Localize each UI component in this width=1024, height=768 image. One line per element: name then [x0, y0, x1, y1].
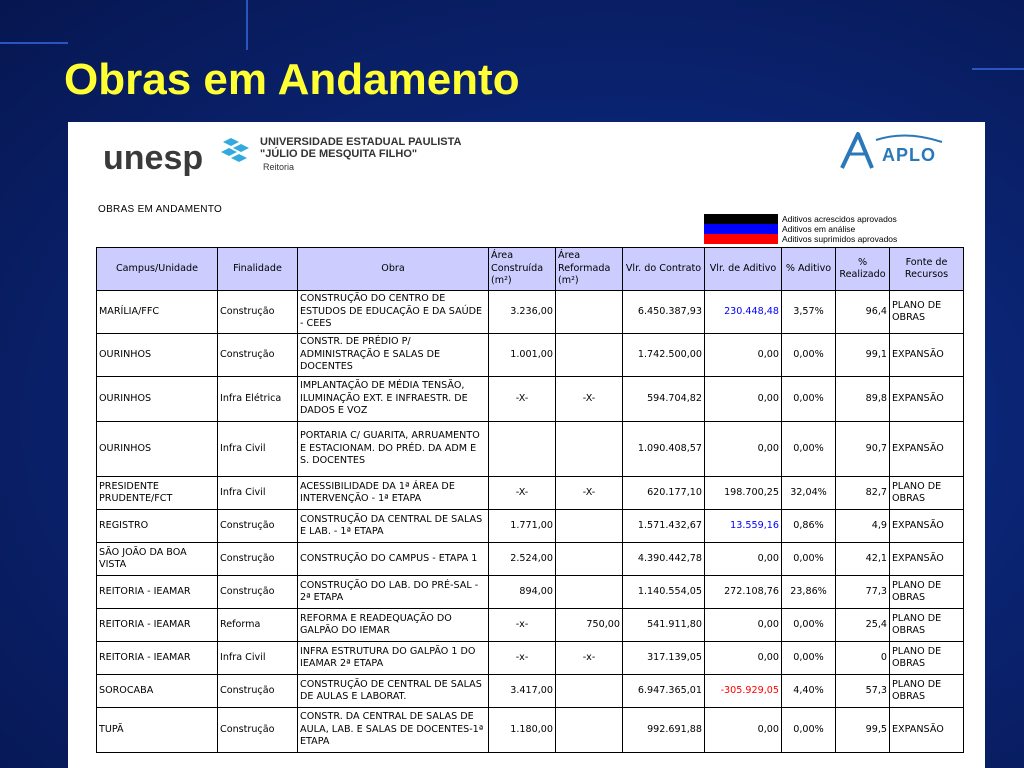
fonte-recursos-cell: PLANO DE OBRAS — [890, 477, 964, 510]
finalidade-cell: Construção — [218, 334, 298, 377]
valor-aditivo-cell: 0,00 — [705, 708, 782, 753]
percent-realizado-cell: 99,5 — [836, 708, 890, 753]
valor-contrato-cell: 1.571.432,67 — [623, 510, 705, 543]
percent-realizado-cell: 0 — [836, 642, 890, 675]
obra-cell: CONSTRUÇÃO DE CENTRAL DE SALAS DE AULAS E LABORAT. — [298, 675, 489, 708]
area-construida-cell: 894,00 — [489, 576, 556, 609]
area-reformada-cell: -x- — [556, 642, 623, 675]
obra-cell: PORTARIA C/ GUARITA, ARRUAMENTO E ESTACIONAM. DO PRÉD. DA ADM E S. DOCENTES — [298, 422, 489, 477]
area-construida-cell: 2.524,00 — [489, 543, 556, 576]
valor-contrato-cell: 594.704,82 — [623, 377, 705, 422]
percent-realizado-cell: 77,3 — [836, 576, 890, 609]
area-reformada-cell — [556, 291, 623, 334]
sheet-heading: OBRAS EM ANDAMENTO — [98, 204, 223, 215]
fonte-recursos-cell: EXPANSÃO — [890, 422, 964, 477]
percent-aditivo-cell: 0,00% — [782, 334, 836, 377]
area-construida-cell: -X- — [489, 477, 556, 510]
percent-aditivo-cell: 0,00% — [782, 543, 836, 576]
valor-contrato-cell: 1.090.408,57 — [623, 422, 705, 477]
campus-cell: MARÍLIA/FFC — [97, 291, 218, 334]
area-construida-cell: 3.417,00 — [489, 675, 556, 708]
fonte-recursos-cell: PLANO DE OBRAS — [890, 609, 964, 642]
valor-contrato-cell: 4.390.442,78 — [623, 543, 705, 576]
campus-cell: PRESIDENTE PRUDENTE/FCT — [97, 477, 218, 510]
legend-item — [704, 224, 897, 234]
fonte-recursos-cell: EXPANSÃO — [890, 377, 964, 422]
finalidade-cell: Infra Civil — [218, 422, 298, 477]
report-sheet — [68, 122, 985, 768]
obras-table — [96, 247, 964, 753]
obra-cell: IMPLANTAÇÃO DE MÉDIA TENSÃO, ILUMINAÇÃO EXT. E INFRAESTR. DE DADOS E VOZ — [298, 377, 489, 422]
area-reformada-cell — [556, 422, 623, 477]
campus-cell: OURINHOS — [97, 377, 218, 422]
column-header: Obra — [298, 248, 489, 291]
finalidade-cell: Construção — [218, 543, 298, 576]
campus-cell: SÃO JOÃO DA BOA VISTA — [97, 543, 218, 576]
percent-realizado-cell: 25,4 — [836, 609, 890, 642]
table-row — [97, 609, 964, 642]
table-row — [97, 377, 964, 422]
legend-swatch — [704, 234, 778, 244]
column-header: Vlr. do Contrato — [623, 248, 705, 291]
finalidade-cell: Construção — [218, 675, 298, 708]
fonte-recursos-cell: EXPANSÃO — [890, 510, 964, 543]
valor-aditivo-cell: 0,00 — [705, 422, 782, 477]
table-row — [97, 543, 964, 576]
valor-aditivo-cell: 0,00 — [705, 543, 782, 576]
area-reformada-cell: 750,00 — [556, 609, 623, 642]
university-name — [260, 136, 461, 160]
campus-cell: REITORIA - IEAMAR — [97, 609, 218, 642]
campus-cell: OURINHOS — [97, 422, 218, 477]
percent-aditivo-cell: 23,86% — [782, 576, 836, 609]
finalidade-cell: Construção — [218, 510, 298, 543]
campus-cell: OURINHOS — [97, 334, 218, 377]
campus-cell: REITORIA - IEAMAR — [97, 576, 218, 609]
unesp-logo — [101, 136, 251, 176]
area-construida-cell: -x- — [489, 642, 556, 675]
percent-realizado-cell: 4,9 — [836, 510, 890, 543]
percent-aditivo-cell: 32,04% — [782, 477, 836, 510]
obra-cell: CONSTRUÇÃO DO LAB. DO PRÉ-SAL - 2ª ETAPA — [298, 576, 489, 609]
percent-aditivo-cell: 0,00% — [782, 609, 836, 642]
area-construida-cell: 1.001,00 — [489, 334, 556, 377]
percent-aditivo-cell: 0,00% — [782, 377, 836, 422]
valor-contrato-cell: 620.177,10 — [623, 477, 705, 510]
area-construida-cell: -X- — [489, 377, 556, 422]
campus-cell: REITORIA - IEAMAR — [97, 642, 218, 675]
obra-cell: CONSTRUÇÃO DO CAMPUS - ETAPA 1 — [298, 543, 489, 576]
valor-contrato-cell: 1.140.554,05 — [623, 576, 705, 609]
finalidade-cell: Construção — [218, 291, 298, 334]
finalidade-cell: Construção — [218, 576, 298, 609]
valor-contrato-cell: 6.450.387,93 — [623, 291, 705, 334]
table-row — [97, 708, 964, 753]
column-header: % Realizado — [836, 248, 890, 291]
percent-realizado-cell: 99,1 — [836, 334, 890, 377]
area-reformada-cell: -X- — [556, 377, 623, 422]
finalidade-cell: Infra Civil — [218, 642, 298, 675]
campus-cell: REGISTRO — [97, 510, 218, 543]
column-header: Área Construída (m²) — [489, 248, 556, 291]
valor-aditivo-cell: 272.108,76 — [705, 576, 782, 609]
area-reformada-cell — [556, 576, 623, 609]
valor-contrato-cell: 6.947.365,01 — [623, 675, 705, 708]
area-construida-cell — [489, 422, 556, 477]
percent-aditivo-cell: 0,00% — [782, 642, 836, 675]
decor-line — [246, 0, 248, 50]
column-header: % Aditivo — [782, 248, 836, 291]
obra-cell: CONSTR. DA CENTRAL DE SALAS DE AULA, LAB. E SALAS DE DOCENTES-1ª ETAPA — [298, 708, 489, 753]
decor-line — [0, 42, 68, 44]
area-reformada-cell: -X- — [556, 477, 623, 510]
legend-label: Aditivos acrescidos aprovados — [782, 214, 897, 224]
obra-cell: CONSTRUÇÃO DA CENTRAL DE SALAS E LAB. - 1ª ETAPA — [298, 510, 489, 543]
table-row — [97, 477, 964, 510]
area-reformada-cell — [556, 334, 623, 377]
percent-realizado-cell: 42,1 — [836, 543, 890, 576]
table-row — [97, 675, 964, 708]
legend-label: Aditivos em análise — [782, 224, 856, 234]
valor-contrato-cell: 541.911,80 — [623, 609, 705, 642]
area-construida-cell: 1.771,00 — [489, 510, 556, 543]
area-reformada-cell — [556, 675, 623, 708]
percent-realizado-cell: 82,7 — [836, 477, 890, 510]
obra-cell: ACESSIBILIDADE DA 1ª ÁREA DE INTERVENÇÃO - 1ª ETAPA — [298, 477, 489, 510]
valor-aditivo-cell: 230.448,48 — [705, 291, 782, 334]
valor-contrato-cell: 992.691,88 — [623, 708, 705, 753]
fonte-recursos-cell: PLANO DE OBRAS — [890, 291, 964, 334]
table-body — [97, 291, 964, 753]
decor-line — [972, 68, 1024, 70]
legend-item — [704, 234, 897, 244]
finalidade-cell: Infra Elétrica — [218, 377, 298, 422]
color-legend — [704, 214, 897, 244]
column-header: Área Reformada (m²) — [556, 248, 623, 291]
valor-contrato-cell: 1.742.500,00 — [623, 334, 705, 377]
percent-aditivo-cell: 4,40% — [782, 675, 836, 708]
legend-swatch — [704, 224, 778, 234]
obra-cell: CONSTR. DE PRÉDIO P/ ADMINISTRAÇÃO E SALAS DE DOCENTES — [298, 334, 489, 377]
table-row — [97, 334, 964, 377]
valor-aditivo-cell: 13.559,16 — [705, 510, 782, 543]
table-row — [97, 576, 964, 609]
valor-aditivo-cell: 0,00 — [705, 377, 782, 422]
percent-realizado-cell: 90,7 — [836, 422, 890, 477]
area-construida-cell: -x- — [489, 609, 556, 642]
valor-contrato-cell: 317.139,05 — [623, 642, 705, 675]
finalidade-cell: Reforma — [218, 609, 298, 642]
campus-cell: SOROCABA — [97, 675, 218, 708]
area-reformada-cell — [556, 543, 623, 576]
finalidade-cell: Infra Civil — [218, 477, 298, 510]
legend-item — [704, 214, 897, 224]
university-subunit: Reitoria — [263, 162, 295, 172]
column-header: Campus/Unidade — [97, 248, 218, 291]
valor-aditivo-cell: 198.700,25 — [705, 477, 782, 510]
fonte-recursos-cell: EXPANSÃO — [890, 708, 964, 753]
university-name-line1: UNIVERSIDADE ESTADUAL PAULISTA — [260, 136, 462, 148]
area-construida-cell: 3.236,00 — [489, 291, 556, 334]
percent-realizado-cell: 89,8 — [836, 377, 890, 422]
column-header: Fonte de Recursos — [890, 248, 964, 291]
percent-aditivo-cell: 0,00% — [782, 708, 836, 753]
percent-aditivo-cell: 0,00% — [782, 422, 836, 477]
table-row — [97, 642, 964, 675]
fonte-recursos-cell: PLANO DE OBRAS — [890, 642, 964, 675]
unesp-logo-text: unesp — [103, 139, 204, 176]
aplo-logo — [838, 128, 948, 172]
legend-swatch — [704, 214, 778, 224]
fonte-recursos-cell: EXPANSÃO — [890, 334, 964, 377]
valor-aditivo-cell: 0,00 — [705, 642, 782, 675]
table-header-row — [97, 248, 964, 291]
percent-aditivo-cell: 0,86% — [782, 510, 836, 543]
obra-cell: INFRA ESTRUTURA DO GALPÃO 1 DO IEAMAR 2ª ETAPA — [298, 642, 489, 675]
area-reformada-cell — [556, 708, 623, 753]
table-row — [97, 291, 964, 334]
table-row — [97, 510, 964, 543]
campus-cell: TUPÃ — [97, 708, 218, 753]
valor-aditivo-cell: -305.929,05 — [705, 675, 782, 708]
valor-aditivo-cell: 0,00 — [705, 334, 782, 377]
university-name-line2: "JÚLIO DE MESQUITA FILHO" — [260, 148, 418, 160]
percent-realizado-cell: 96,4 — [836, 291, 890, 334]
percent-aditivo-cell: 3,57% — [782, 291, 836, 334]
finalidade-cell: Construção — [218, 708, 298, 753]
obra-cell: REFORMA E READEQUAÇÃO DO GALPÃO DO IEMAR — [298, 609, 489, 642]
area-reformada-cell — [556, 510, 623, 543]
valor-aditivo-cell: 0,00 — [705, 609, 782, 642]
fonte-recursos-cell: PLANO DE OBRAS — [890, 675, 964, 708]
legend-label: Aditivos suprimidos aprovados — [782, 234, 898, 244]
fonte-recursos-cell: EXPANSÃO — [890, 543, 964, 576]
aplo-logo-text: APLO — [882, 145, 937, 165]
column-header: Vlr. de Aditivo — [705, 248, 782, 291]
fonte-recursos-cell: PLANO DE OBRAS — [890, 576, 964, 609]
percent-realizado-cell: 57,3 — [836, 675, 890, 708]
table-row — [97, 422, 964, 477]
slide-title: Obras em Andamento — [64, 55, 520, 104]
column-header: Finalidade — [218, 248, 298, 291]
area-construida-cell: 1.180,00 — [489, 708, 556, 753]
obra-cell: CONSTRUÇÃO DO CENTRO DE ESTUDOS DE EDUCAÇÃO E DA SAÚDE - CEES — [298, 291, 489, 334]
